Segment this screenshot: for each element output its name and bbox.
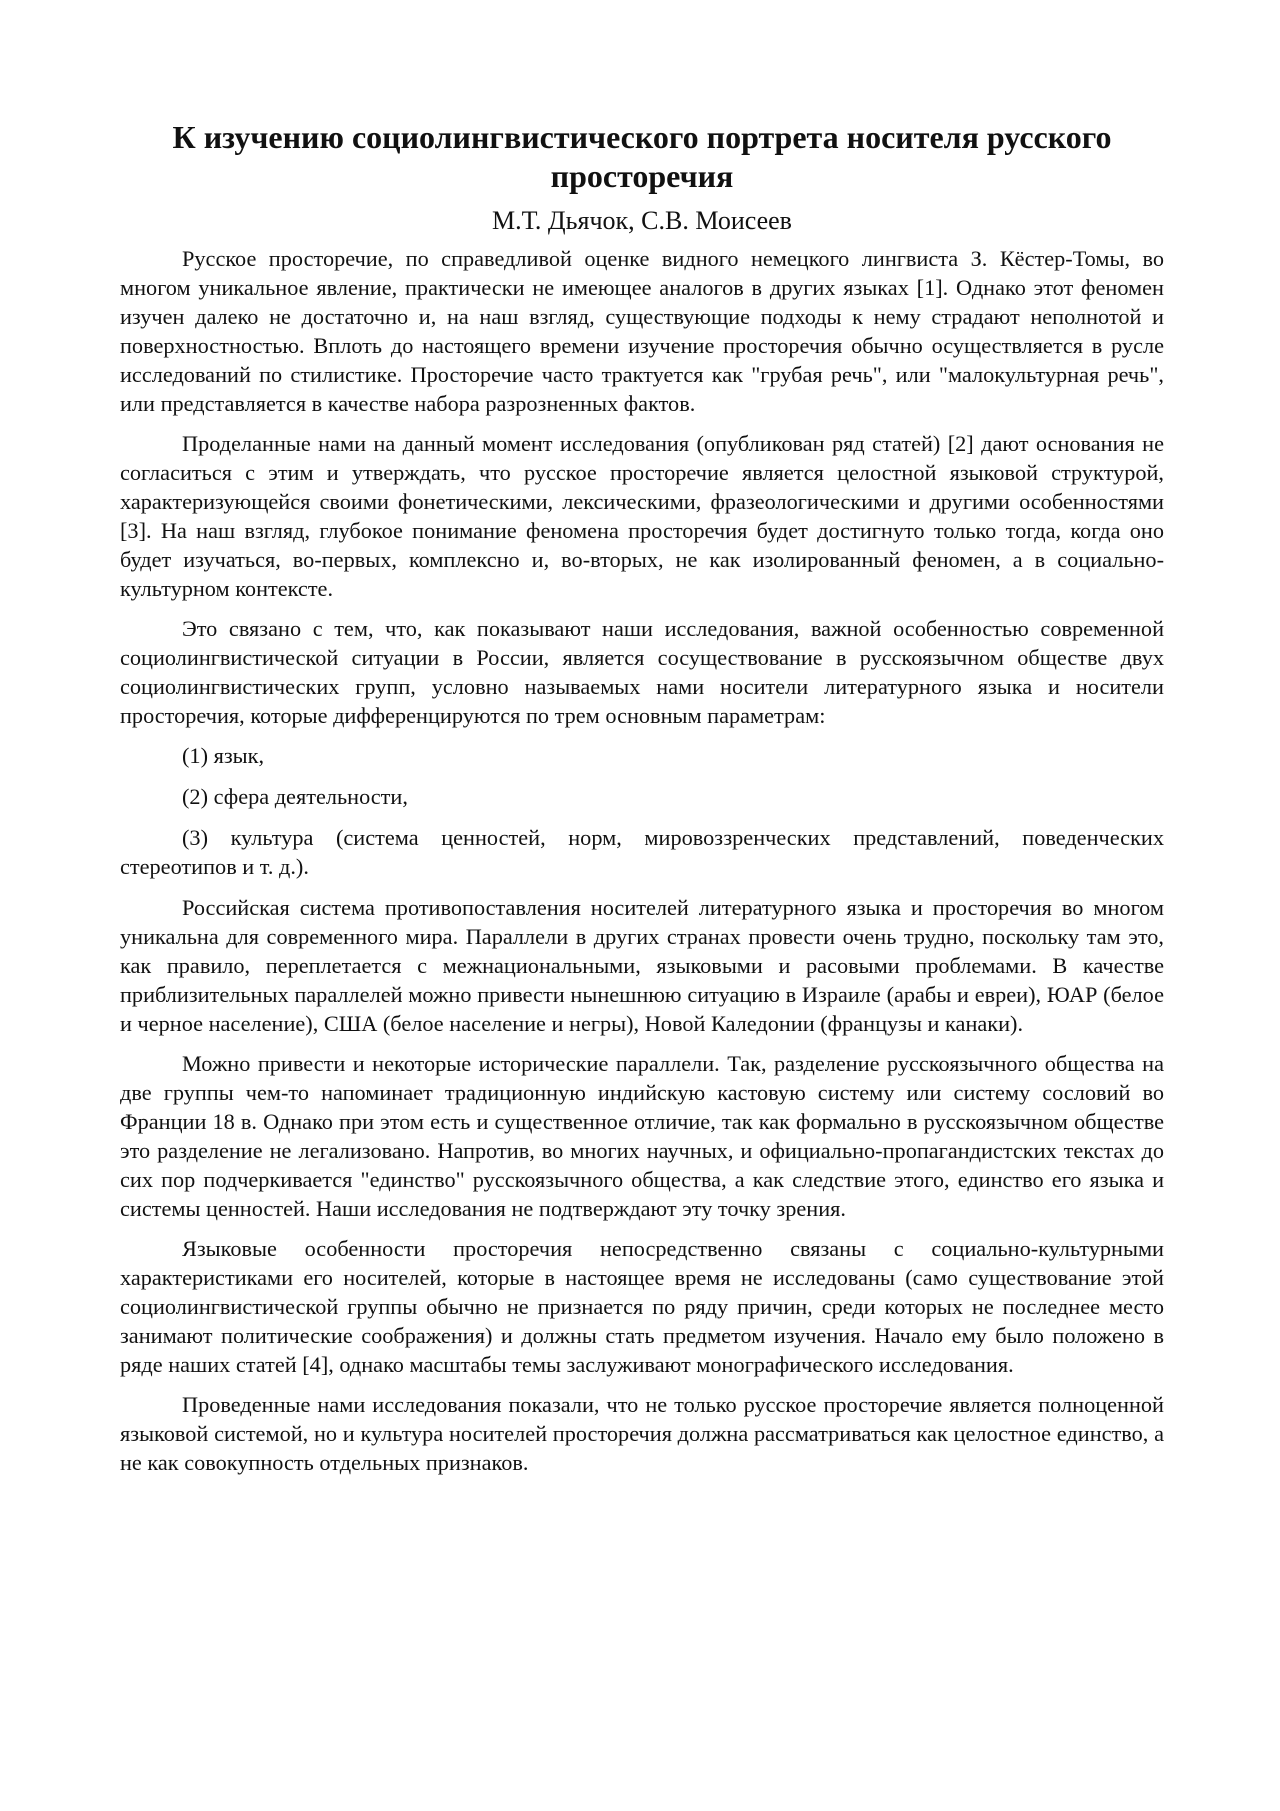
document-page [120,118,1164,1488]
list-item-language: (1) язык, [182,743,265,768]
paragraph-3: Это связано с тем, что, как показывают наши исследования, важной особенностью современной социолингвистической ситуации в России, является сосуществование в русскоязычном обществе двух социолингвистических групп, условно называемых нами носители литературного языка и носители просторечия, которые дифференцируются по трем основным параметрам: [120,616,1164,728]
document-authors: М.Т. Дьячок, С.В. Моисеев [492,206,792,235]
list-item-culture: (3) культура (система ценностей, норм, мировоззренческих представлений, поведенческих стереотипов и т. д.). [120,825,1164,879]
document-title: К изучению социолингвистического портрета носителя русского просторечия [172,119,1112,194]
paragraph-4: Российская система противопоставления носителей литературного языка и просторечия во многом уникальна для современного мира. Параллели в других странах провести очень трудно, поскольку там это, как правило, переплетается с межнациональными, языковыми и расовыми проблемами. В качестве приблизительных параллелей можно привести нынешнюю ситуацию в Израиле (арабы и евреи), ЮАР (белое и черное население), США (белое население и негры), Новой Каледонии (французы и канаки). [120,895,1164,1036]
paragraph-6: Языковые особенности просторечия непосредственно связаны с социально-культурными характеристиками его носителей, которые в настоящее время не исследованы (само существование этой социолингвистической группы обычно не признается по ряду причин, среди которых не последнее место занимают политические соображения) и должны стать предметом изучения. Начало ему было положено в ряде наших статей [4], однако масштабы темы заслуживают монографического исследования. [120,1236,1164,1377]
paragraph-5: Можно привести и некоторые исторические параллели. Так, разделение русскоязычного общества на две группы чем-то напоминает традиционную индийскую кастовую систему или систему сословий во Франции 18 в. Однако при этом есть и существенное отличие, так как формально в русскоязычном обществе это разделение не легализовано. Напротив, во многих научных, и официально-пропагандистских текстах до сих пор подчеркивается "единство" русскоязычного общества, а как следствие этого, единство его языка и системы ценностей. Наши исследования не подтверждают эту точку зрения. [120,1051,1164,1221]
paragraph-7: Проведенные нами исследования показали, что не только русское просторечие является полноценной языковой системой, но и культура носителей просторечия должна рассматриваться как целостное единство, а не как совокупность отдельных признаков. [120,1392,1164,1475]
paragraph-1: Русское просторечие, по справедливой оценке видного немецкого лингвиста З. Кёстер-Томы, во многом уникальное явление, практически не имеющее аналогов в других языках [1]. Однако этот феномен изучен далеко не достаточно и, на наш взгляд, существующие подходы к нему страдают неполнотой и поверхностностью. Вплоть до настоящего времени изучение просторечия обычно осуществляется в русле исследований по стилистике. Просторечие часто трактуется как "грубая речь", или "малокультурная речь", или представляется в качестве набора разрозненных фактов. [120,246,1164,416]
list-item-activity: (2) сфера деятельности, [182,784,408,809]
paragraph-2: Проделанные нами на данный момент исследования (опубликован ряд статей) [2] дают основания не согласиться с этим и утверждать, что русское просторечие является целостной языковой структурой, характеризующейся своими фонетическими, лексическими, фразеологическими и другими особенностями [3]. На наш взгляд, глубокое понимание феномена просторечия будет достигнуто только тогда, когда оно будет изучаться, во-первых, комплексно и, во-вторых, не как изолированный феномен, а в социально-культурном контексте. [120,431,1164,601]
